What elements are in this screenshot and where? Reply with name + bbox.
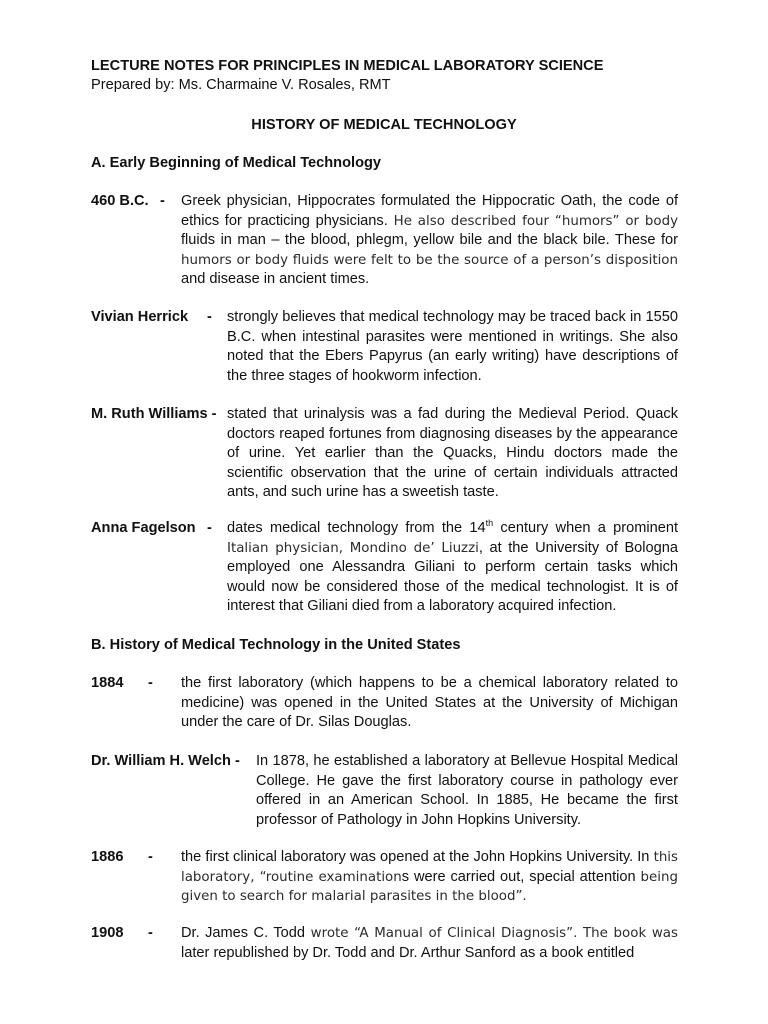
section-a-heading: A. Early Beginning of Medical Technology xyxy=(91,155,382,171)
entry-label: 1884 xyxy=(91,675,124,691)
entry-text: In 1878, he established a laboratory at Bellevue Hospital Medical College. He gave the first laboratory course in pathology ever offered in an American School. In 1885, He became the first professor of Pathology in John Hopkins University. xyxy=(256,753,678,828)
entry-text-part: He also described four “humors” or body xyxy=(387,213,679,229)
entry-william-welch xyxy=(91,752,678,832)
entry-dash: - xyxy=(148,925,153,941)
section-b-heading: B. History of Medical Technology in the United States xyxy=(91,637,461,653)
entry-text-part: Dr. James C. Todd xyxy=(181,925,305,941)
entry-text-part: , at the University of Bologna employed one Alessandra Giliani to perform certain tasks which would now be considered those of the medical technologist. It is of interest that Giliani died from a laboratory acquired infection. xyxy=(227,539,678,614)
entry-ruth-williams xyxy=(91,405,678,505)
document-title: LECTURE NOTES FOR PRINCIPLES IN MEDICAL LABORATORY SCIENCE xyxy=(91,58,604,74)
superscript: th xyxy=(485,518,494,529)
entry-label: 1908 xyxy=(91,925,124,941)
entry-text: the first laboratory (which happens to be a chemical laboratory related to medicine) was opened in the United States at the University of Michigan under the care of Dr. Silas Douglas. xyxy=(181,675,678,730)
entry-text-part: being given to search for malarial parasites in the blood”. xyxy=(181,869,678,904)
entry-text xyxy=(181,848,678,907)
entry-text xyxy=(181,924,678,963)
entry-text-part: later republished by Dr. Todd and Dr. Arthur Sanford as a book entitled xyxy=(181,944,635,961)
entry-vivian-herrick xyxy=(91,308,678,388)
entry-label: M. Ruth Williams - xyxy=(91,406,217,422)
entry-text-part: dates medical technology from the 14 xyxy=(227,520,486,536)
entry-460bc xyxy=(91,192,678,292)
entry-dash: - xyxy=(207,309,212,325)
entry-label: Vivian Herrick xyxy=(91,309,189,325)
entry-1886 xyxy=(91,848,678,908)
entry-text: strongly believes that medical technology may be traced back in 1550 B.C. when intestinal parasites were mentioned in writings. She also noted that the Ebers Papyrus (an early writing) have descriptions of the three stages of hookworm infection. xyxy=(227,309,678,384)
entry-label: 1886 xyxy=(91,849,124,865)
entry-text-part: the first clinical laboratory was opened at the John Hopkins University. In xyxy=(181,849,650,865)
entry-1908 xyxy=(91,924,678,964)
prepared-by: Prepared by: Ms. Charmaine V. Rosales, RMT xyxy=(91,77,391,93)
entry-text xyxy=(181,192,678,290)
entry-text xyxy=(227,519,678,617)
entry-text-part: Greek physician, Hippocrates formulated the Hippocratic Oath, the code of ethics for practicing physicians. xyxy=(181,193,678,229)
entry-dash: - xyxy=(160,193,165,209)
entry-dash: - xyxy=(148,849,153,865)
entry-text-part: wrote “A Manual of Clinical Diagnosis”. The book was xyxy=(305,926,678,941)
entry-text-part: and disease in ancient times. xyxy=(181,271,370,287)
entry-text: stated that urinalysis was a fad during the Medieval Period. Quack doctors reaped fortunes from diagnosing diseases by the appearance of urine. Yet earlier than the Quacks, Hindu doctors made the scientific observation that the urine of certain individuals attracted ants, and such urine has a sweetish taste. xyxy=(227,406,678,500)
entry-label: 460 B.C. xyxy=(91,193,149,209)
entry-label: Dr. William H. Welch - xyxy=(91,753,240,769)
main-title: HISTORY OF MEDICAL TECHNOLOGY xyxy=(251,117,517,133)
entry-text-part: century when a prominent xyxy=(493,520,678,536)
entry-text-part: fluids in man – the blood, phlegm, yellow bile and the black bile. These for xyxy=(181,232,678,248)
entry-label: Anna Fagelson xyxy=(91,520,196,536)
entry-text-part: s were carried out, special attention xyxy=(401,868,636,885)
entry-dash: - xyxy=(148,675,153,691)
entry-1884 xyxy=(91,674,678,734)
entry-text-part: humors or body fluids were felt to be the source of a person’s disposition xyxy=(181,252,678,268)
entry-text-part: Italian physician, Mondino de’ Liuzzi xyxy=(227,540,479,556)
entry-anna-fagelson xyxy=(91,519,678,619)
entry-dash: - xyxy=(207,520,212,536)
entry-text-part: this laboratory, “routine examination xyxy=(181,850,678,885)
